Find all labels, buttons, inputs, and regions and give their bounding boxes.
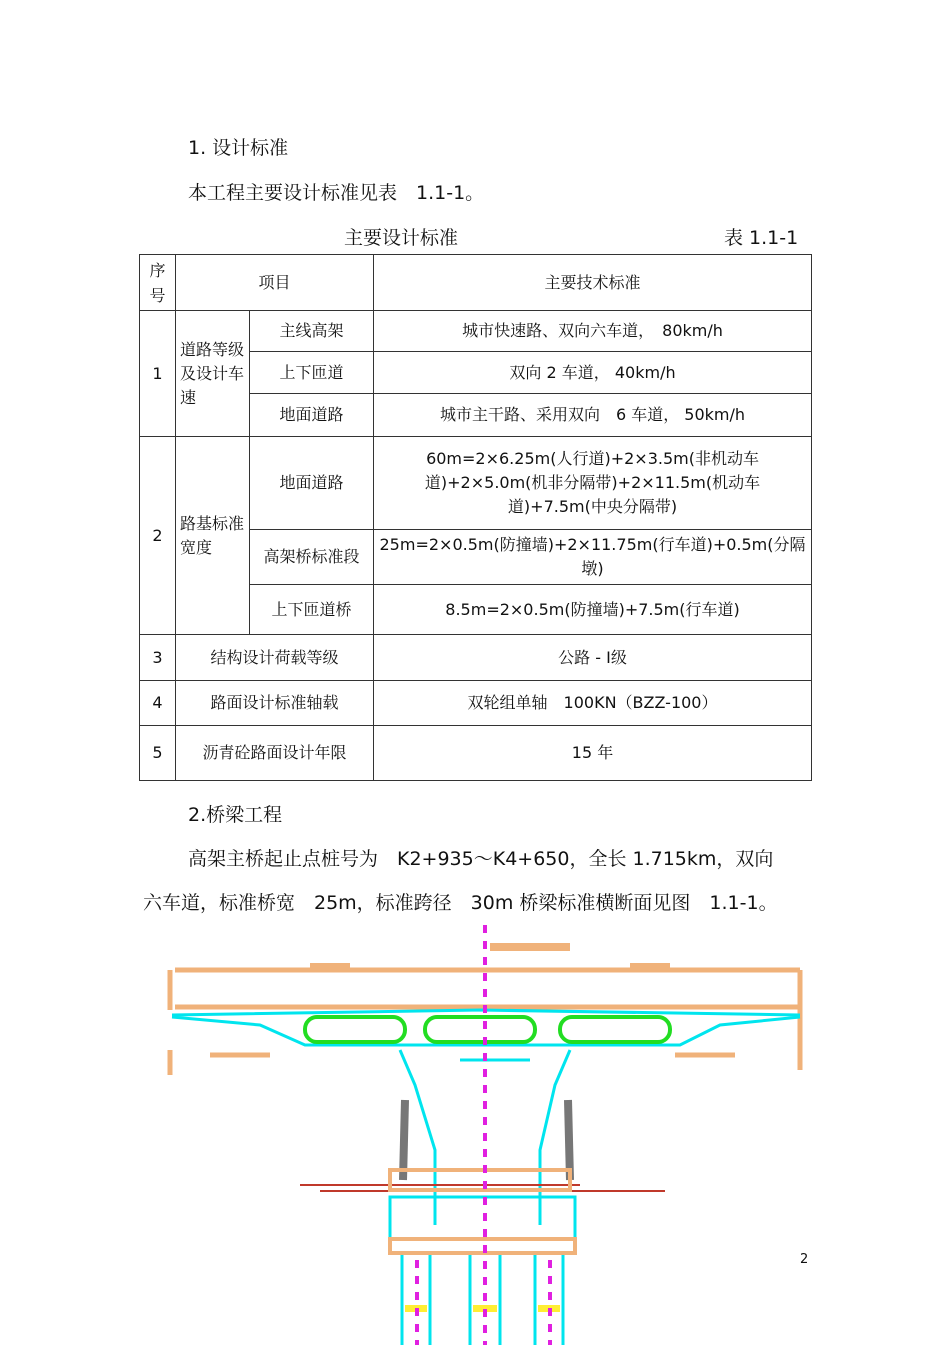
row-value: 公路 - Ⅰ级 [374, 635, 812, 681]
row-no: 4 [140, 681, 176, 726]
row-no: 1 [140, 311, 176, 437]
design-standards-table [139, 254, 812, 781]
row-item: 结构设计荷载等级 [176, 635, 374, 681]
table-caption: 主要设计标准 [344, 227, 459, 249]
heading-design-standards: 1. 设计标准 [188, 137, 289, 159]
header-standard: 主要技术标准 [374, 255, 812, 311]
table-row [140, 437, 812, 530]
row-no: 2 [140, 437, 176, 635]
row-value: 双向 2 车道， 40km/h [374, 352, 812, 394]
header-item: 项目 [176, 255, 374, 311]
intro-paragraph: 本工程主要设计标准见表 1.1-1。 [188, 182, 485, 204]
row-no: 3 [140, 635, 176, 681]
table-row [140, 311, 812, 352]
table-number: 表 1.1-1 [724, 227, 799, 249]
table-row [140, 681, 812, 726]
row-value: 城市主干路、采用双向 6 车道， 50km/h [374, 394, 812, 437]
row-value: 双轮组单轴 100KN（BZZ-100） [374, 681, 812, 726]
table-header-row [140, 255, 812, 311]
row-sub-name: 上下匝道 [250, 352, 374, 394]
row-value: 25m=2×0.5m(防撞墙)+2×11.75m(行车道)+0.5m(分隔墩) [374, 530, 812, 585]
bridge-paragraph-line1: 高架主桥起止点桩号为 K2+935～K4+650，全长 1.715km，双向 [188, 848, 774, 870]
heading-bridge-works: 2.桥梁工程 [188, 804, 283, 826]
row-item: 路面设计标准轴载 [176, 681, 374, 726]
row-value: 城市快速路、双向六车道， 80km/h [374, 311, 812, 352]
bridge-paragraph-line2: 六车道，标准桥宽 25m，标准跨径 30m 桥梁标准横断面见图 1.1-1。 [143, 892, 778, 914]
table-row [140, 726, 812, 781]
bridge-cross-section-figure [160, 925, 810, 1345]
row-group: 道路等级及设计车速 [176, 311, 250, 437]
table-row [140, 635, 812, 681]
row-no: 5 [140, 726, 176, 781]
row-group: 路基标准宽度 [176, 437, 250, 635]
row-sub-name: 地面道路 [250, 437, 374, 530]
row-value: 15 年 [374, 726, 812, 781]
row-value: 60m=2×6.25m(人行道)+2×3.5m(非机动车道)+2×5.0m(机非分隔带)+2×11.5m(机动车道)+7.5m(中央分隔带) [374, 437, 812, 530]
header-no: 序号 [140, 255, 176, 311]
page-number: 2 [800, 1252, 809, 1267]
row-sub-name: 上下匝道桥 [250, 585, 374, 635]
row-sub-name: 高架桥标准段 [250, 530, 374, 585]
row-sub-name: 主线高架 [250, 311, 374, 352]
row-sub-name: 地面道路 [250, 394, 374, 437]
row-item: 沥青砼路面设计年限 [176, 726, 374, 781]
row-value: 8.5m=2×0.5m(防撞墙)+7.5m(行车道) [374, 585, 812, 635]
